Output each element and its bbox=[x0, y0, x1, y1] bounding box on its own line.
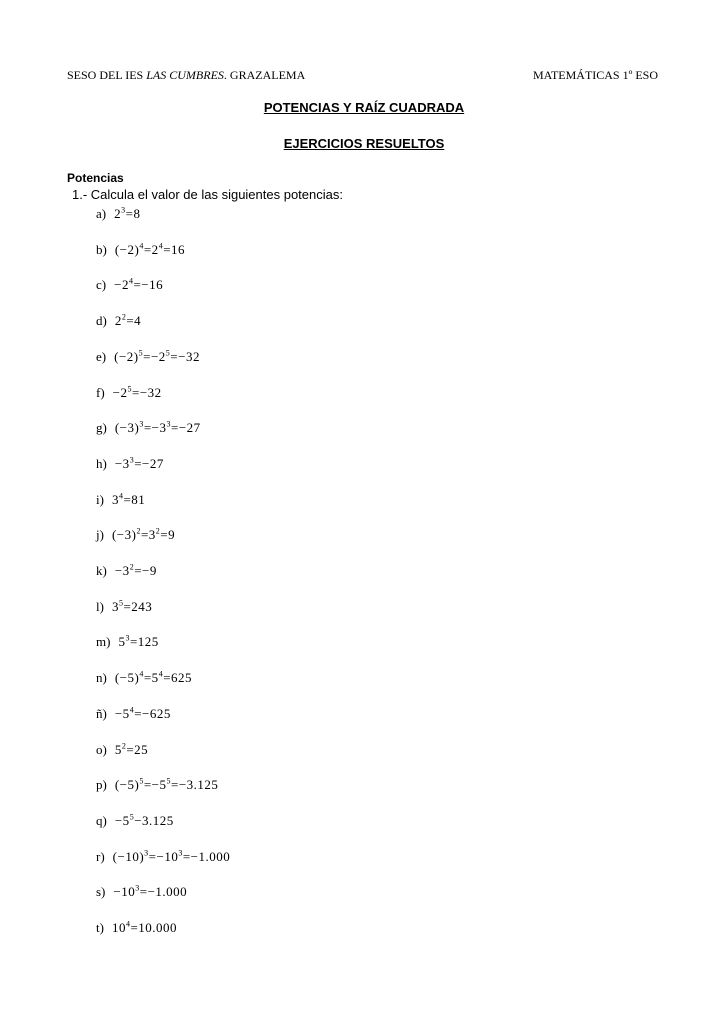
exercise-item bbox=[96, 813, 174, 829]
exercise-item bbox=[96, 599, 152, 615]
exercise-expression: $-2^5=-32$ bbox=[112, 385, 162, 401]
exercise-label: a) bbox=[96, 206, 107, 222]
exercise-item bbox=[96, 706, 171, 722]
exercise-label: ñ) bbox=[96, 706, 107, 722]
exercise-item bbox=[96, 884, 187, 900]
exercise-expression: $5^2=25$ bbox=[114, 742, 149, 758]
exercise-expression: $-5^4=-625$ bbox=[114, 706, 171, 722]
exercise-label: t) bbox=[96, 920, 104, 936]
exercise-expression: $(-3)^3=-3^3=-27$ bbox=[114, 420, 201, 436]
exercise-label: s) bbox=[96, 884, 106, 900]
exercise-expression: $10^4=10.000$ bbox=[111, 920, 178, 936]
exercise-item bbox=[96, 206, 140, 222]
exercise-item bbox=[96, 492, 145, 508]
exercise-item bbox=[96, 670, 192, 686]
exercise-label: e) bbox=[96, 349, 107, 365]
exercise-expression: $-5^5-3.125$ bbox=[114, 813, 174, 829]
exercise-item bbox=[96, 313, 141, 329]
exercise-label: b) bbox=[96, 242, 107, 258]
exercise-item bbox=[96, 634, 159, 650]
exercise-item bbox=[96, 849, 230, 865]
exercise-expression: $-10^3=-1.000$ bbox=[113, 884, 188, 900]
exercise-item bbox=[96, 456, 164, 472]
exercise-label: p) bbox=[96, 777, 107, 793]
exercise-expression: $3^4=81$ bbox=[111, 492, 146, 508]
exercise-label: c) bbox=[96, 277, 107, 293]
exercise-item bbox=[96, 563, 157, 579]
exercise-item bbox=[96, 349, 200, 365]
exercise-label: h) bbox=[96, 456, 107, 472]
header-left-suffix: . GRAZALEMA bbox=[223, 68, 306, 82]
exercise-item bbox=[96, 777, 218, 793]
exercise-expression: $(-10)^3=-10^3=-1.000$ bbox=[112, 849, 231, 865]
exercise-expression: $5^3=125$ bbox=[118, 634, 159, 650]
header-left-prefix: SESO DEL IES bbox=[67, 68, 147, 82]
exercise-expression: $2^3=8$ bbox=[114, 206, 141, 222]
exercise-expression: $-3^3=-27$ bbox=[114, 456, 164, 472]
exercise-label: d) bbox=[96, 313, 107, 329]
exercise-expression: $(-3)^2=3^2=9$ bbox=[111, 527, 176, 543]
exercise-label: n) bbox=[96, 670, 107, 686]
exercise-item bbox=[96, 527, 175, 543]
header-left bbox=[67, 68, 305, 83]
header-school-name: LAS CUMBRES bbox=[146, 68, 224, 82]
exercise-item bbox=[96, 920, 177, 936]
exercise-label: o) bbox=[96, 742, 107, 758]
exercise-expression: $(-5)^5=-5^5=-3.125$ bbox=[114, 777, 219, 793]
exercise-label: j) bbox=[96, 527, 104, 543]
exercise-label: q) bbox=[96, 813, 107, 829]
section-heading: Potencias bbox=[67, 171, 124, 185]
exercise-expression: $-3^2=-9$ bbox=[114, 563, 157, 579]
exercise-label: l) bbox=[96, 599, 104, 615]
exercise-label: i) bbox=[96, 492, 104, 508]
exercise-label: g) bbox=[96, 420, 107, 436]
exercise-expression: $(-2)^4=2^4=16$ bbox=[114, 242, 186, 258]
exercise-label: f) bbox=[96, 385, 105, 401]
exercise-expression: $3^5=243$ bbox=[111, 599, 153, 615]
exercise-item bbox=[96, 420, 201, 436]
exercise-expression: $-2^4=-16$ bbox=[114, 277, 164, 293]
exercise-item bbox=[96, 385, 162, 401]
page-subtitle: EJERCICIOS RESUELTOS bbox=[283, 136, 445, 151]
exercise-label: k) bbox=[96, 563, 107, 579]
exercise-expression: $(-5)^4=5^4=625$ bbox=[114, 670, 193, 686]
question-text: 1.- Calcula el valor de las siguientes potencias: bbox=[72, 187, 343, 202]
page-title: POTENCIAS Y RAÍZ CUADRADA bbox=[263, 100, 465, 115]
exercise-item bbox=[96, 277, 163, 293]
exercise-item bbox=[96, 742, 148, 758]
exercise-expression: $(-2)^5=-2^5=-32$ bbox=[114, 349, 200, 365]
exercise-label: r) bbox=[96, 849, 105, 865]
header-right: MATEMÁTICAS 1º ESO bbox=[532, 68, 658, 82]
exercise-item bbox=[96, 242, 185, 258]
exercise-label: m) bbox=[96, 634, 111, 650]
exercise-expression: $2^2=4$ bbox=[114, 313, 142, 329]
